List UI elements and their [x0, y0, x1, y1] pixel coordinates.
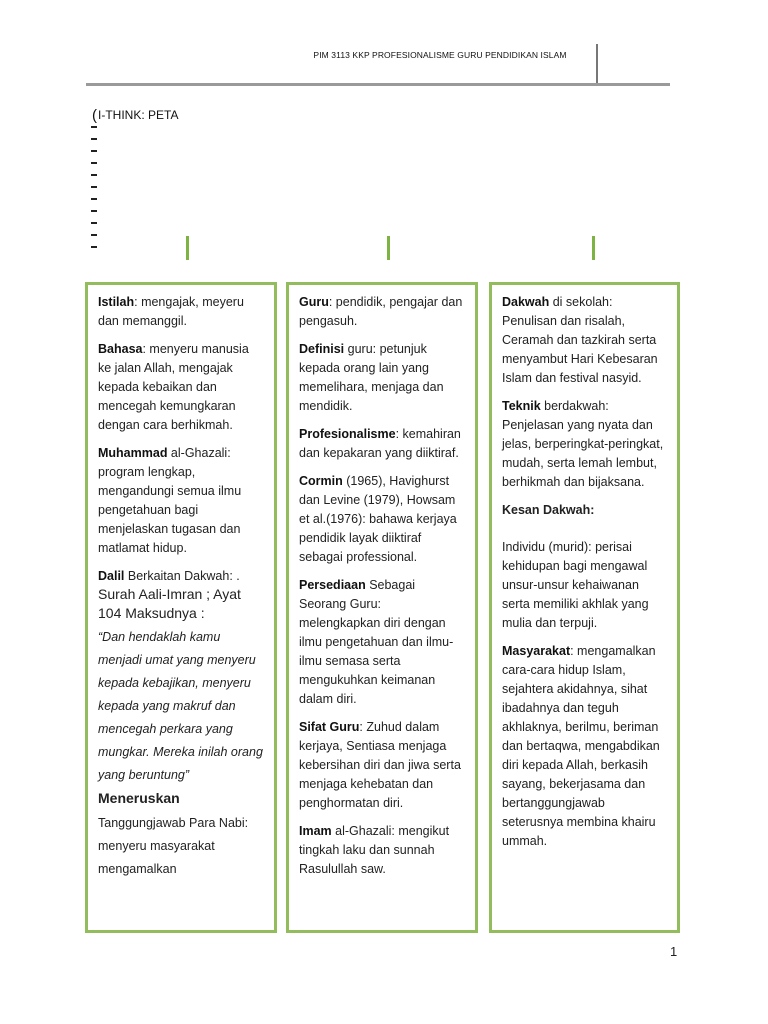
- paragraph-profesionalisme: [299, 425, 465, 463]
- paragraph-guru: [299, 293, 465, 331]
- text-masyarakat: : mengamalkan cara-cara hidup Islam, sejahtera akidahnya, sihat ibadahnya dan teguh akhlaknya, berilmu, beriman dan bertaqwa, mengabdikan diri kepada Allah, berkasih sayang, bekerjasama dan bertanggungjawab seterusnya membina khairu ummah.: [502, 644, 660, 848]
- ithink-map-label: [92, 106, 178, 123]
- page-number: 1: [670, 944, 678, 959]
- term-definisi: Definisi: [299, 342, 345, 356]
- paragraph-imam: [299, 822, 465, 879]
- garbled-marker: [91, 222, 97, 227]
- header-vertical-rule: [596, 44, 598, 84]
- term-masyarakat: Masyarakat: [502, 644, 571, 658]
- garbled-marker: [91, 174, 97, 179]
- text-definisi: guru: petunjuk kepada orang lain yang memelihara, menjaga dan mendidik.: [299, 342, 444, 413]
- paragraph-bahasa: [98, 340, 264, 435]
- column-guru-definition: [286, 282, 478, 933]
- ithink-label-text: I-THINK: PETA: [98, 108, 179, 122]
- garbled-marker-stack: [91, 126, 101, 258]
- garbled-marker: [91, 246, 97, 251]
- term-bahasa: Bahasa: [98, 342, 143, 356]
- text-ghazali: al-Ghazali: program lengkap, mengandungi semua ilmu pengetahuan bagi menjelaskan tugasan dan matlamat hidup.: [98, 446, 242, 555]
- ithink-paren: (: [92, 107, 97, 124]
- garbled-marker: [91, 138, 97, 143]
- term-profesionalisme: Profesionalisme: [299, 427, 396, 441]
- text-persediaan: Sebagai Seorang Guru: melengkapkan diri dengan ilmu pengetahuan dan ilmu-ilmu semasa serta mengukuhkan keimanan dalam diri.: [299, 578, 454, 706]
- paragraph-dakwah-sekolah: [502, 293, 667, 388]
- term-muhammad: Muhammad: [98, 446, 168, 460]
- garbled-marker: [91, 126, 97, 131]
- heading-meneruskan: Meneruskan: [98, 790, 180, 806]
- text-dalil: Berkaitan Dakwah: .: [124, 569, 240, 583]
- paragraph-persediaan: [299, 576, 465, 709]
- term-dakwah: Dakwah: [502, 295, 550, 309]
- text-sifat-guru: : Zuhud dalam kerjaya, Sentiasa menjaga kebersihan diri dan jiwa serta menjaga kehebatan dan penghormatan diri.: [299, 720, 461, 810]
- garbled-marker: [91, 186, 97, 191]
- connector-line-right: [592, 236, 595, 260]
- term-guru: Guru: [299, 295, 329, 309]
- connector-line-left: [186, 236, 189, 260]
- text-bahasa: : menyeru manusia ke jalan Allah, mengajak kepada kebaikan dan mencegah kemungkaran dengan cara berhikmah.: [98, 342, 249, 432]
- paragraph-sifat-guru: [299, 718, 465, 813]
- header-horizontal-rule: [86, 83, 670, 86]
- garbled-marker: [91, 198, 97, 203]
- paragraph-dalil: [98, 567, 264, 624]
- term-teknik: Teknik: [502, 399, 541, 413]
- paragraph-ghazali: [98, 444, 264, 558]
- text-guru: : pendidik, pengajar dan pengasuh.: [299, 295, 463, 328]
- paragraph-teknik: [502, 397, 667, 492]
- text-cormin: (1965), Havighurst dan Levine (1979), Howsam et al.(1976): bahawa kerjaya pendidik layak diiktiraf sebagai professional.: [299, 474, 457, 564]
- garbled-marker: [91, 210, 97, 215]
- heading-kesan-dakwah: Kesan Dakwah:: [502, 503, 595, 517]
- term-dalil: Dalil: [98, 569, 125, 583]
- quranic-quote: “Dan hendaklah kamu menjadi umat yang menyeru kepada kebajikan, menyeru kepada yang makruf dan mencegah perkara yang mungkar. Mereka inilah orang yang beruntung”: [98, 630, 263, 782]
- term-persediaan: Persediaan: [299, 578, 366, 592]
- column-dakwah-definition: [85, 282, 277, 933]
- term-sifat-guru: Sifat Guru: [299, 720, 360, 734]
- paragraph-definisi: [299, 340, 465, 416]
- surah-reference: Surah Aali-Imran ; Ayat 104 Maksudnya :: [98, 586, 241, 621]
- garbled-marker: [91, 162, 97, 167]
- paragraph-istilah: [98, 293, 264, 331]
- term-imam: Imam: [299, 824, 332, 838]
- paragraph-individu: Individu (murid): perisai kehidupan bagi mengawal unsur-unsur kehaiwanan serta memiliki akhlak yang mulia dan terpuji.: [502, 540, 649, 630]
- paragraph-cormin: [299, 472, 465, 567]
- garbled-marker: [91, 234, 97, 239]
- text-imam: al-Ghazali: mengikut tingkah laku dan sunnah Rasulullah saw.: [299, 824, 450, 876]
- paragraph-tanggungjawab: Tanggungjawab Para Nabi: menyeru masyarakat mengamalkan: [98, 816, 249, 876]
- connector-line-middle: [387, 236, 390, 260]
- text-dakwah-sekolah: di sekolah: Penulisan dan risalah, Ceramah dan tazkirah serta menyambut Hari Kebesaran Islam dan festival nasyid.: [502, 295, 658, 385]
- text-istilah: : mengajak, meyeru dan memanggil.: [98, 295, 244, 328]
- paragraph-masyarakat: [502, 642, 667, 851]
- document-header-title: PIM 3113 KKP PROFESIONALISME GURU PENDIDIKAN ISLAM: [313, 50, 567, 60]
- term-istilah: Istilah: [98, 295, 135, 309]
- term-cormin: Cormin: [299, 474, 343, 488]
- text-teknik: berdakwah: Penjelasan yang nyata dan jelas, berperingkat-peringkat, mudah, serta lemah lembut, berhikmah dan bijaksana.: [502, 399, 664, 489]
- text-profesionalisme: : kemahiran dan kepakaran yang diiktiraf.: [299, 427, 461, 460]
- column-dakwah-sekolah: [489, 282, 680, 933]
- garbled-marker: [91, 150, 97, 155]
